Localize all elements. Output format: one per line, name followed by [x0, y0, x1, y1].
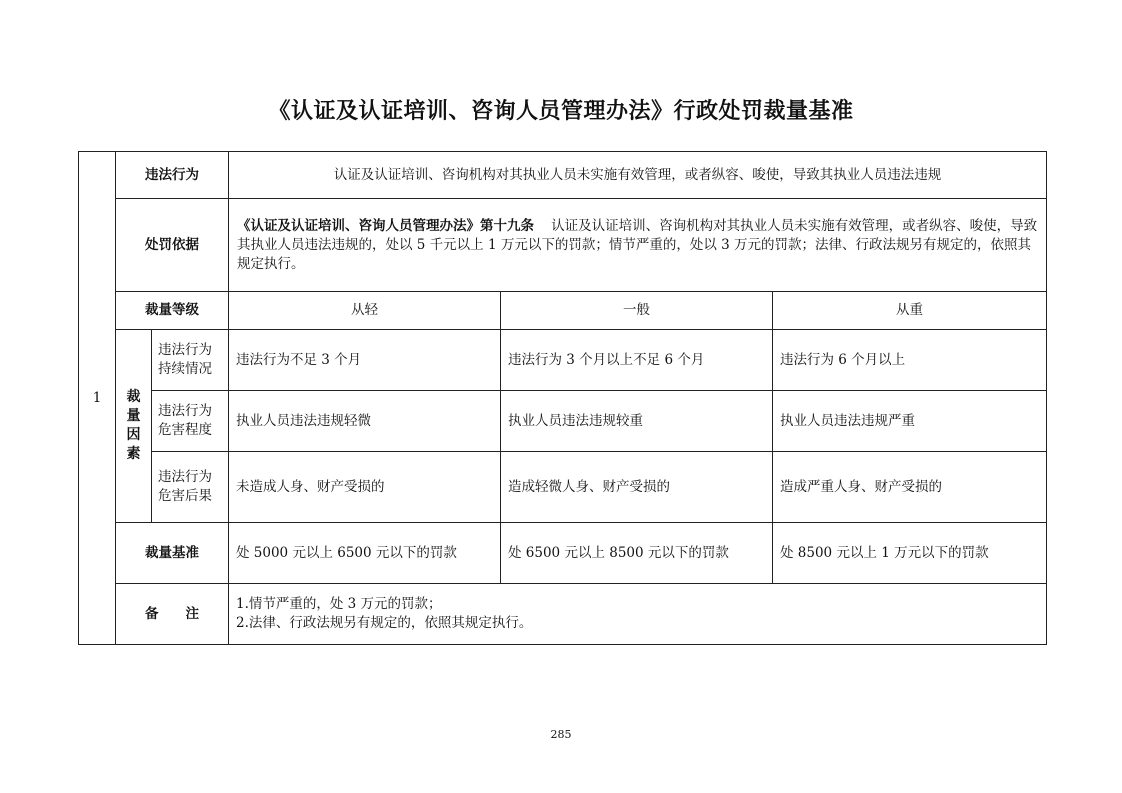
notes-row [79, 584, 1047, 645]
factor-heavy: 违法行为 6 个月以上 [773, 330, 1047, 391]
factor-name [152, 452, 229, 523]
level-normal: 一般 [501, 292, 773, 330]
factor-light: 违法行为不足 3 个月 [229, 330, 501, 391]
penalty-standard-table [78, 151, 1047, 645]
standard-normal: 处 6500 元以上 8500 元以下的罚款 [501, 523, 773, 584]
basis-cell [229, 199, 1047, 292]
factor-heavy: 造成严重人身、财产受损的 [773, 452, 1047, 523]
factor-name-line: 违法行为 [158, 403, 212, 419]
factor-normal: 违法行为 3 个月以上不足 6 个月 [501, 330, 773, 391]
factor-name [152, 330, 229, 391]
levels-label: 裁量等级 [116, 292, 229, 330]
factor-row [79, 452, 1047, 523]
factor-group-char: 裁 [126, 389, 141, 405]
factor-name-line: 危害程度 [158, 422, 212, 438]
factor-name [152, 391, 229, 452]
violation-row [79, 152, 1047, 199]
factor-group-label [116, 330, 152, 523]
factor-row [79, 330, 1047, 391]
basis-text: 认证及认证培训、咨询机构对其执业人员未实施有效管理，或者纵容、唆使，导致其执业人员违法违规的，处以 5 千元以上 1 万元以下的罚款；情节严重的，处以 3 万元的罚款；法律、行政法规另有规定的，依照其规定执行。 [237, 217, 1038, 272]
levels-row [79, 292, 1047, 330]
factor-normal: 执业人员违法违规较重 [501, 391, 773, 452]
page-title: 《认证及认证培训、咨询人员管理办法》行政处罚裁量基准 [268, 98, 854, 124]
level-heavy: 从重 [773, 292, 1047, 330]
basis-row [79, 199, 1047, 292]
page-number: 285 [550, 728, 572, 741]
basis-law-article: 《认证及认证培训、咨询人员管理办法》第十九条 [237, 217, 534, 234]
factor-group-char: 因 [126, 427, 141, 443]
factor-light: 未造成人身、财产受损的 [229, 452, 501, 523]
violation-text: 认证及认证培训、咨询机构对其执业人员未实施有效管理，或者纵容、唆使，导致其执业人员违法违规 [229, 152, 1047, 199]
factor-name-line: 持续情况 [158, 361, 212, 377]
factor-group-char: 素 [126, 446, 141, 462]
standard-label: 裁量基准 [116, 523, 229, 584]
notes-label: 备 注 [116, 584, 229, 645]
standard-row [79, 523, 1047, 584]
factor-normal: 造成轻微人身、财产受损的 [501, 452, 773, 523]
note-line: 2.法律、行政法规另有规定的，依照其规定执行。 [236, 615, 533, 631]
violation-label: 违法行为 [116, 152, 229, 199]
factor-light: 执业人员违法违规轻微 [229, 391, 501, 452]
factor-name-line: 违法行为 [158, 342, 212, 358]
factor-heavy: 执业人员违法违规严重 [773, 391, 1047, 452]
standard-light: 处 5000 元以上 6500 元以下的罚款 [229, 523, 501, 584]
factor-name-line: 违法行为 [158, 469, 212, 485]
level-light: 从轻 [229, 292, 501, 330]
basis-label: 处罚依据 [116, 199, 229, 292]
row-number: 1 [79, 152, 116, 645]
notes-cell [229, 584, 1047, 645]
note-line: 1.情节严重的，处 3 万元的罚款； [236, 596, 442, 612]
factor-row [79, 391, 1047, 452]
factor-group-char: 量 [126, 408, 141, 424]
factor-name-line: 危害后果 [158, 488, 212, 504]
standard-heavy: 处 8500 元以上 1 万元以下的罚款 [773, 523, 1047, 584]
